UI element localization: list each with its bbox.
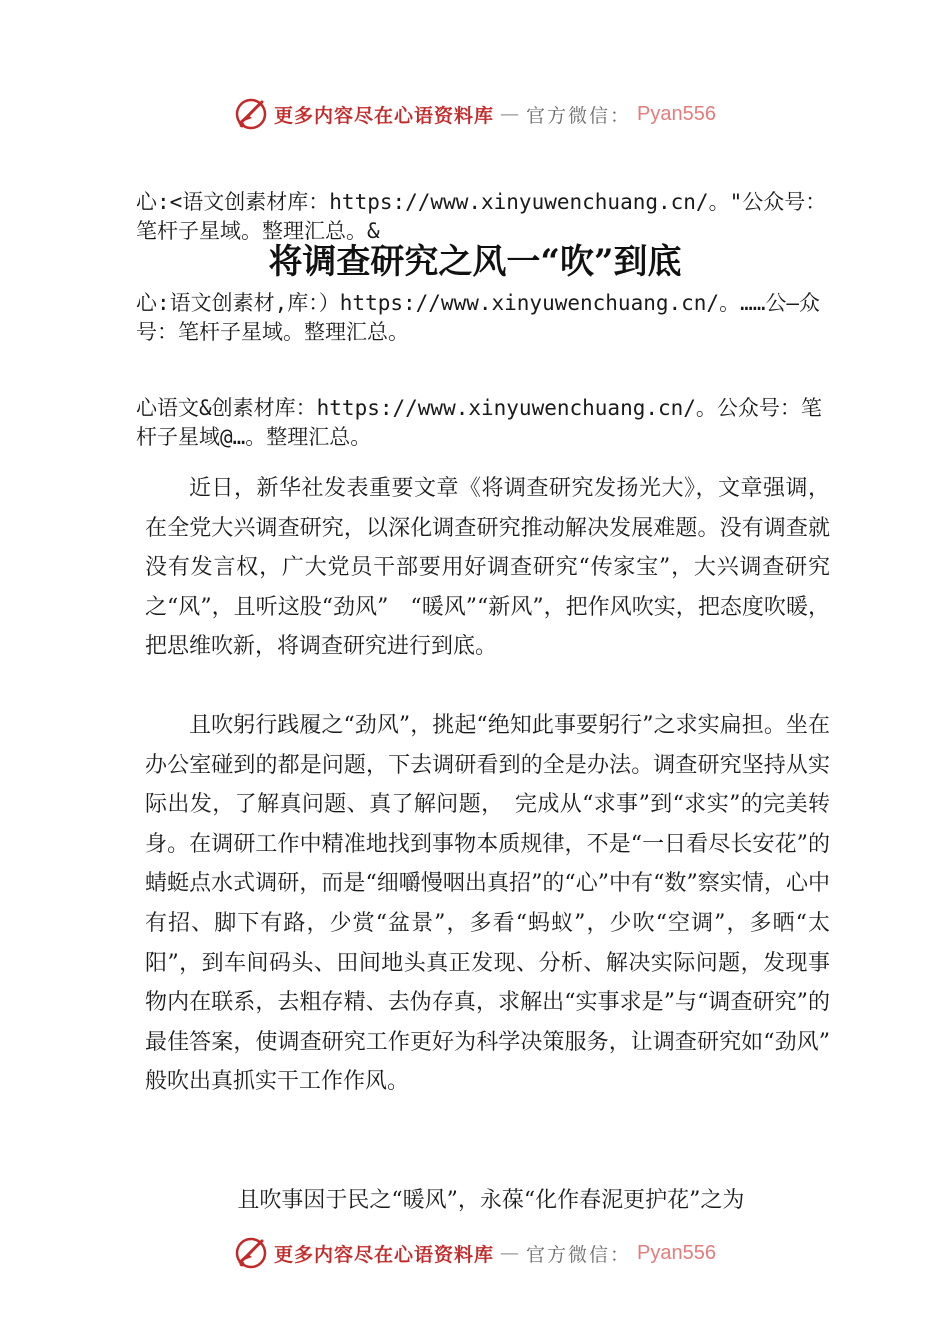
banner-dash: — bbox=[500, 103, 521, 125]
banner-content bbox=[234, 1236, 716, 1270]
banner-slogan: 更多内容尽在心语资料库 bbox=[274, 1243, 495, 1266]
pen-logo-icon bbox=[234, 97, 268, 131]
banner-dash: — bbox=[500, 1242, 521, 1264]
banner-content bbox=[234, 97, 716, 131]
banner-wechat-label: 官方微信： bbox=[526, 104, 632, 127]
header-banner bbox=[0, 94, 950, 134]
body-paragraph: 且吹事因于民之“暖风”，永葆“化作春泥更护花”之为 bbox=[237, 1188, 745, 1213]
banner-wechat-id: Pyan556 bbox=[637, 102, 716, 125]
source-note: 心:<语文创素材库：https://www.xinyuwenchuang.cn/。"公众号：笔杆子星域。整理汇总。& bbox=[136, 190, 827, 243]
banner-wechat-label: 官方微信： bbox=[526, 1243, 632, 1266]
body-paragraph: 近日，新华社发表重要文章《将调查研究发扬光大》，文章强调，在全党大兴调查研究，以深化调查研究推动解决发展难题。没有调查就没有发言权，广大党员干部要用好调查研究“传家宝”，大兴调查研究之“风”，且听这股“劲风” “暖风”“新风”，把作风吹实，把态度吹暖，把思维吹新，将调查研究进行到底。 bbox=[145, 476, 830, 660]
article-title: 将调查研究之风一“吹”到底 bbox=[268, 242, 682, 282]
pen-logo-icon bbox=[234, 1236, 268, 1270]
source-note: 心:语文创素材,库：）https://www.xinyuwenchuang.cn/。……公—众号：笔杆子星域。整理汇总。 bbox=[136, 291, 821, 344]
banner-wechat-id: Pyan556 bbox=[637, 1241, 716, 1264]
banner-slogan: 更多内容尽在心语资料库 bbox=[274, 104, 495, 127]
footer-banner bbox=[0, 1233, 950, 1273]
body-paragraph: 且吹躬行践履之“劲风”，挑起“绝知此事要躬行”之求实扁担。坐在办公室碰到的都是问题，下去调研看到的全是办法。调查研究坚持从实际出发，了解真问题、真了解问题， 完成从“求事”到“求实”的完美转身。在调研工作中精准地找到事物本质规律，不是“一日看尽长安花”的蜻蜓点水式调研，而是“细嚼慢咽出真招”的“心”中有“数”察实情，心中有招、脚下有路，少赏“盆景”，多看“蚂蚁”，少吹“空调”，多晒“太阳”，到车间码头、田间地头真正发现、分析、解决实际问题，发现事物内在联系，去粗存精、去伪存真，求解出“实事求是”与“调查研究”的最佳答案，使调查研究工作更好为科学决策服务，让调查研究如“劲风” 般吹出真抓实干工作作风。 bbox=[145, 713, 853, 1095]
source-note: 心语文&创素材库：https://www.xinyuwenchuang.cn/。公众号：笔杆子星域@…。整理汇总。 bbox=[136, 396, 822, 449]
